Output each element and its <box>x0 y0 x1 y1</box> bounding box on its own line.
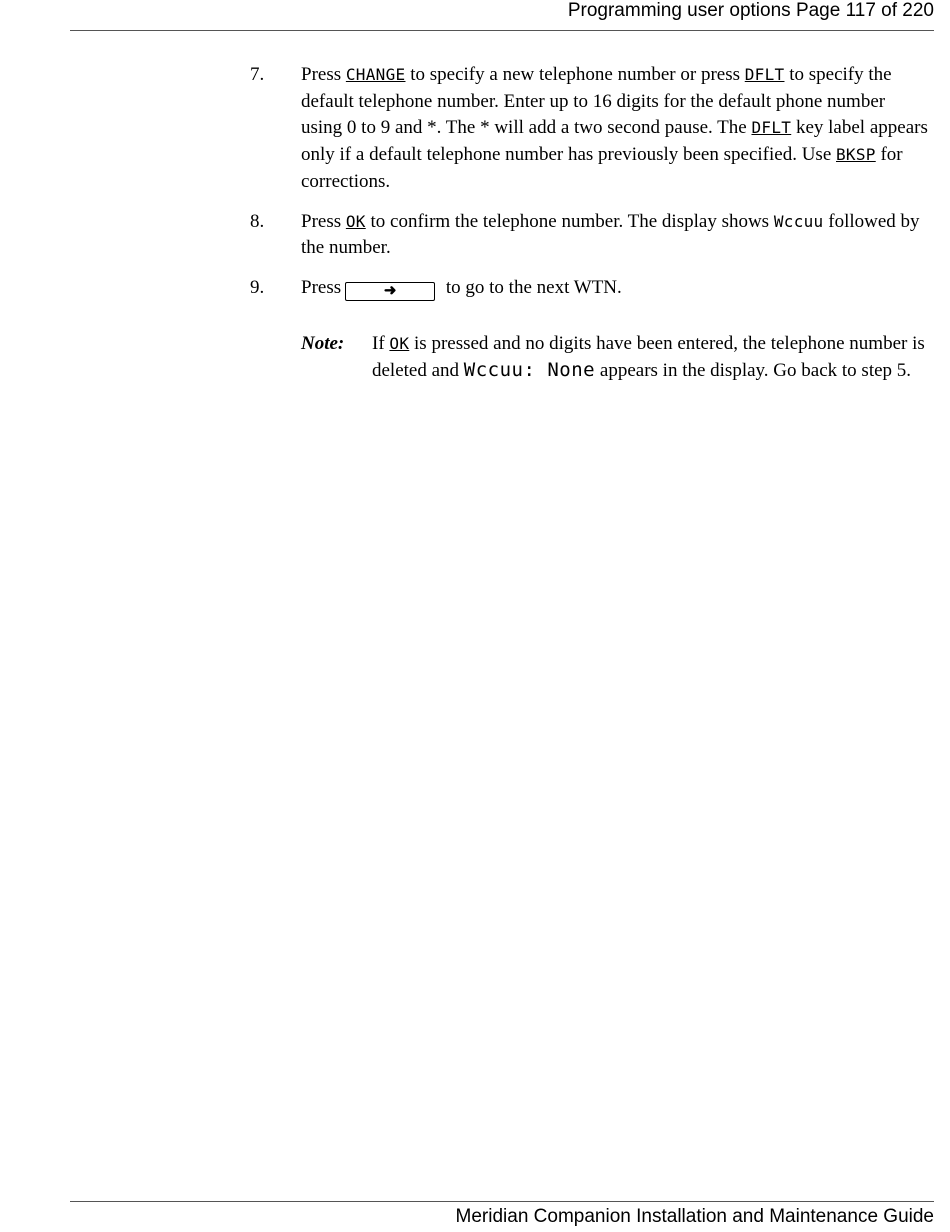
note-text: If <box>372 332 390 354</box>
step-text: Press <box>301 210 346 232</box>
dflt-softkey: DFLT <box>744 65 785 84</box>
display-text: Wccuu: None <box>463 359 596 382</box>
step-text: to confirm the telephone number. The display shows <box>365 210 774 232</box>
step-text: to specify a new telephone number or press <box>405 64 745 85</box>
step-7 <box>250 62 930 196</box>
step-text: followed by the number. <box>301 210 920 259</box>
page-content <box>250 62 930 385</box>
step-8 <box>250 209 930 262</box>
bksp-softkey: BKSP <box>836 145 876 165</box>
right-arrow-key-icon <box>345 282 435 301</box>
step-text: Press <box>301 276 342 298</box>
page-header <box>70 0 934 31</box>
step-number: 9. <box>250 276 265 298</box>
footer-text: Meridian Companion Installation and Maintenance Guide <box>455 1206 934 1227</box>
step-text: key label appears only if a default telephone number has previously been specified. Use <box>301 117 928 166</box>
ok-softkey: OK <box>389 333 410 353</box>
step-9 <box>250 275 930 302</box>
header-text: Programming user options Page 117 of 220 <box>567 0 934 21</box>
step-text: to go to the next WTN. <box>441 276 622 298</box>
change-softkey: CHANGE <box>345 65 406 84</box>
display-text: Wccuu <box>773 211 824 231</box>
note-text: is pressed and no digits have been entered, the telephone number is deleted and <box>372 332 925 382</box>
step-number: 7. <box>250 64 265 85</box>
ok-softkey: OK <box>345 211 366 231</box>
step-text: Press <box>301 64 346 85</box>
note <box>250 331 930 385</box>
arrow-glyph: ➜ <box>383 282 397 299</box>
dflt-softkey: DFLT <box>751 118 792 138</box>
step-text: to specify the default telephone number. Enter up to 16 digits for the default phone number using 0 to 9 and *. The * will add a two second pause. The <box>301 64 892 139</box>
step-text: for corrections. <box>301 144 903 192</box>
page-footer <box>70 1201 934 1229</box>
step-number: 8. <box>250 210 265 232</box>
note-text: appears in the display. Go back to step 5. <box>595 360 912 382</box>
note-label: Note: <box>301 332 345 354</box>
